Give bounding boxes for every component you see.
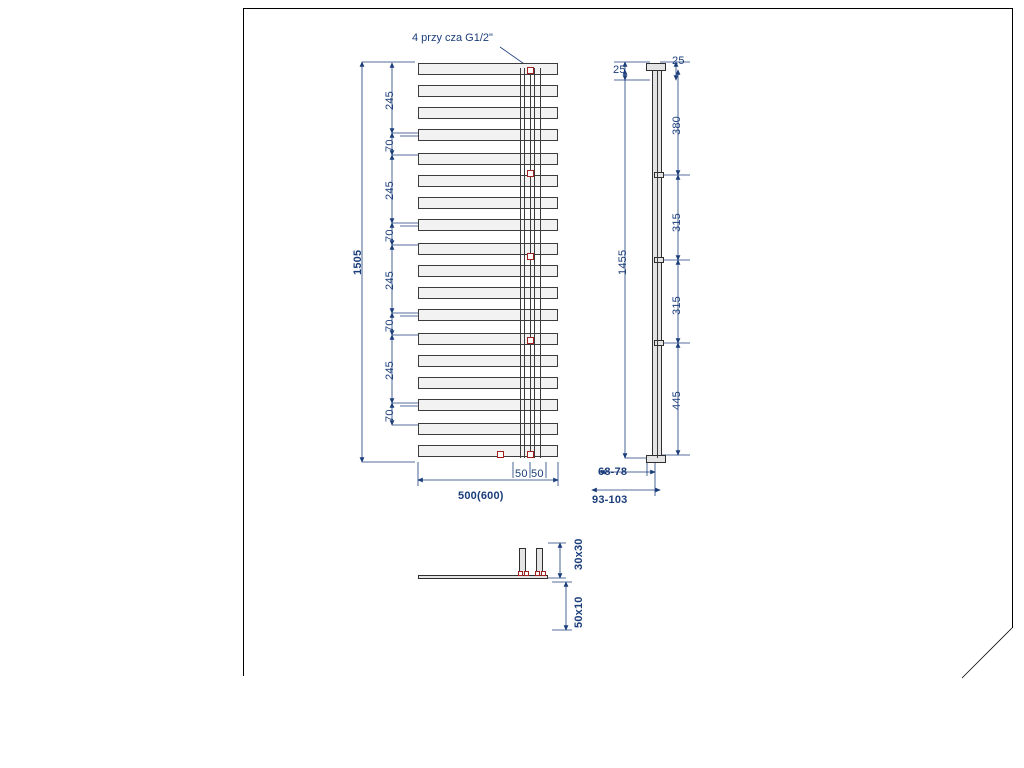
front-segment-dim: 70 <box>384 229 396 242</box>
front-bottom-dim: 50 <box>515 468 528 480</box>
side-depth-dim-2: 93-103 <box>592 494 628 506</box>
side-bottom-bracket <box>646 455 666 463</box>
detail-profile-dim: 30x30 <box>573 538 585 570</box>
manifold-line <box>524 68 525 458</box>
connection-note: 4 przy cza G1/2" <box>412 32 493 44</box>
side-segment-dim: 380 <box>671 116 683 135</box>
radiator-bar <box>418 243 558 255</box>
side-mount-tab <box>654 257 664 263</box>
connection-port <box>527 253 534 260</box>
connection-port <box>527 170 534 177</box>
front-overall-width-label: 500(600) <box>458 490 504 502</box>
front-segment-dim: 70 <box>384 139 396 152</box>
radiator-bar <box>418 399 558 411</box>
detail-connection-port <box>524 571 529 576</box>
radiator-bar <box>418 107 558 119</box>
frame-line-left <box>243 8 244 676</box>
connection-port <box>527 337 534 344</box>
radiator-bar <box>418 377 558 389</box>
front-segment-dim: 70 <box>384 319 396 332</box>
connection-port <box>527 67 534 74</box>
manifold-line <box>530 68 531 458</box>
side-depth-dim-1: 68-78 <box>598 466 628 478</box>
side-segment-dim: 445 <box>671 391 683 410</box>
manifold-line <box>520 68 521 458</box>
detail-connection-port <box>535 571 540 576</box>
radiator-bar <box>418 85 558 97</box>
front-segment-dim: 245 <box>384 271 396 290</box>
side-edge-line <box>657 70 658 458</box>
frame-line-top <box>243 8 1013 9</box>
radiator-bar <box>418 175 558 187</box>
detail-connection-port <box>541 571 546 576</box>
front-bottom-dim: 50 <box>531 468 544 480</box>
front-segment-dim: 70 <box>384 409 396 422</box>
radiator-bar <box>418 265 558 277</box>
radiator-bar <box>418 445 558 457</box>
side-segment-dim: 315 <box>671 296 683 315</box>
front-segment-dim: 245 <box>384 91 396 110</box>
radiator-bar <box>418 153 558 165</box>
radiator-bar <box>418 129 558 141</box>
radiator-bar <box>418 333 558 345</box>
front-segment-dim: 245 <box>384 361 396 380</box>
side-mount-tab <box>654 340 664 346</box>
detail-plate-dim: 50x10 <box>573 596 585 628</box>
radiator-bar <box>418 219 558 231</box>
side-top-dim-left: 25 <box>613 64 626 76</box>
front-overall-height-label: 1505 <box>352 249 364 275</box>
radiator-bar <box>418 309 558 321</box>
front-segment-dim: 245 <box>384 181 396 200</box>
connection-port <box>497 451 504 458</box>
radiator-bar <box>418 63 558 75</box>
radiator-bar <box>418 355 558 367</box>
detail-connection-port <box>518 571 523 576</box>
manifold-line <box>534 68 535 458</box>
radiator-bar <box>418 287 558 299</box>
connection-port <box>527 451 534 458</box>
side-overall-height-label: 1455 <box>617 249 629 275</box>
side-top-dim-right: 25 <box>672 55 685 67</box>
frame-line-diagonal <box>1012 8 1013 628</box>
side-top-bracket <box>646 63 666 71</box>
manifold-line <box>540 68 541 458</box>
radiator-bar <box>418 423 558 435</box>
side-mount-tab <box>654 172 664 178</box>
side-segment-dim: 315 <box>671 213 683 232</box>
radiator-bar <box>418 197 558 209</box>
